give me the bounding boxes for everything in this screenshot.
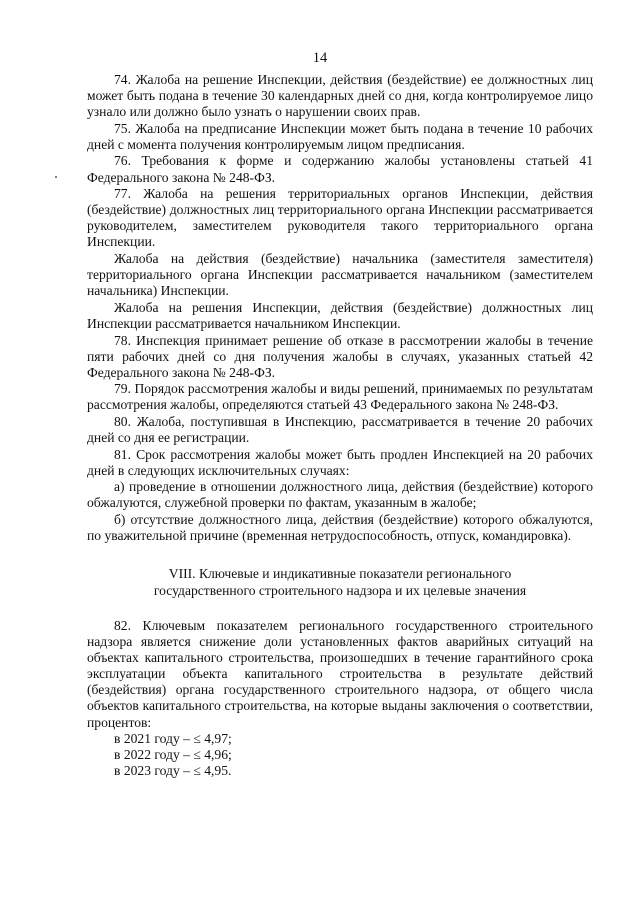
section-viii-text [87, 618, 593, 779]
section-heading [87, 566, 593, 599]
paragraph-74: 74. Жалоба на решение Инспекции, действия (бездействие) ее должностных лиц может быть подана в течение 30 календарных дней со дня, когда контролируемое лицо узнало или должно было узнать о нарушении своих прав. [87, 72, 593, 120]
paragraph-81: 81. Срок рассмотрения жалобы может быть продлен Инспекцией на 20 рабочих дней в следующих исключительных случаях: [87, 446, 593, 478]
paragraph-77: 77. Жалоба на решения территориальных органов Инспекции, действия (бездействие) должностных лиц территориального органа Инспекции рассматривается руководителем, заместителем руководителя такого территориального органа Инспекции. [87, 186, 593, 250]
margin-mark [55, 176, 57, 178]
body-text [87, 72, 593, 545]
paragraph-75: 75. Жалоба на предписание Инспекции может быть подана в течение 10 рабочих дней с момента получения контролируемым лицом предписания. [87, 120, 593, 152]
paragraph-80: 80. Жалоба, поступившая в Инспекцию, рассматривается в течение 20 рабочих дней со дня ее регистрации. [87, 413, 593, 446]
paragraph-77-head-complaint: Жалоба на действия (бездействие) начальника (заместителя заместителя) территориального органа Инспекции рассматривается начальником (заместителем начальника) Инспекции. [87, 251, 593, 299]
paragraph-81-a: а) проведение в отношении должностного лица, действия (бездействие) которого обжалуются, служебной проверки по фактам, указанным в жалобе; [87, 479, 593, 511]
section-heading-line-2: государственного строительного надзора и их целевые значения [153, 582, 527, 598]
paragraph-78: 78. Инспекция принимает решение об отказе в рассмотрении жалобы в течение пяти рабочих дней со дня получения жалобы в случаях, указанных статьей 42 Федерального закона № 248-ФЗ. [87, 332, 593, 380]
paragraph-82: 82. Ключевым показателем регионального государственного строительного надзора является снижение доли установленных фактов аварийных ситуаций на объектах капитального строительства, произошедших в течение гарантийного срока эксплуатации объекта капитального строительства в результате действий (бездействия) органа государственного строительного надзора, от общего числа объектов капитального строительства, на которые выданы заключения о соответствии, процентов: [87, 618, 593, 730]
paragraph-81-b: б) отсутствие должностного лица, действия (бездействие) которого обжалуются, по уважительной причине (временная нетрудоспособность, отпуск, командировка). [87, 512, 593, 544]
section-heading-line-1: VIII. Ключевые и индикативные показатели регионального [168, 566, 512, 581]
paragraph-77-inspection-complaint: Жалоба на решения Инспекции, действия (бездействие) должностных лиц Инспекции рассматривается начальником Инспекции. [87, 299, 593, 331]
target-2023: в 2023 году – ≤ 4,95. [114, 762, 232, 778]
paragraph-76: 76. Требования к форме и содержанию жалобы установлены статьей 41 Федерального закона № 248-ФЗ. [87, 153, 593, 185]
target-2021: в 2021 году – ≤ 4,97; [114, 730, 232, 746]
target-2022: в 2022 году – ≤ 4,96; [114, 746, 232, 762]
page-number: 14 [312, 50, 328, 66]
paragraph-79: 79. Порядок рассмотрения жалобы и виды решений, принимаемых по результатам рассмотрения жалобы, определяются статьей 43 Федерального закона № 248-ФЗ. [87, 381, 593, 413]
